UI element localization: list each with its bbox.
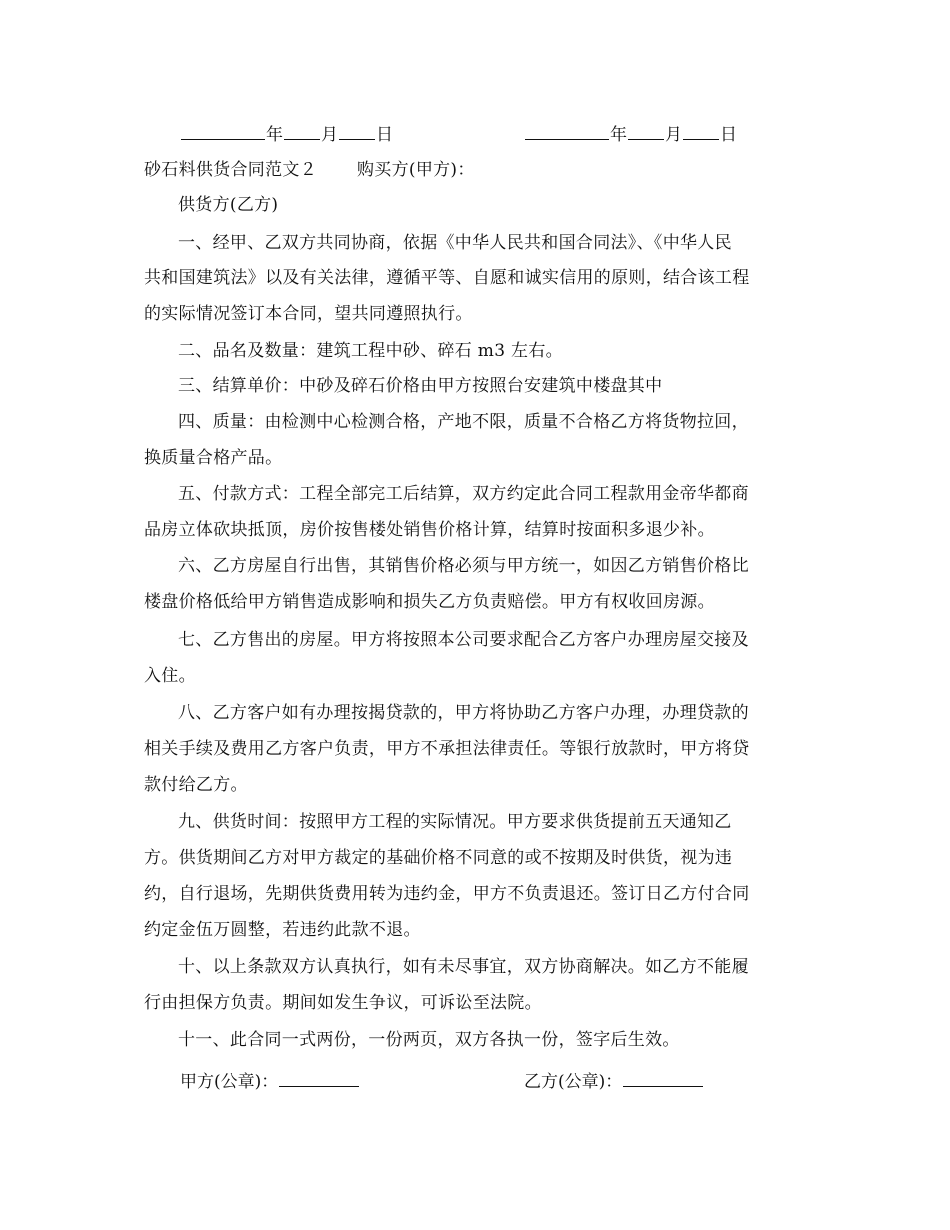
party-a-signature-blank bbox=[279, 1070, 359, 1087]
date-line-left bbox=[180, 120, 393, 145]
paragraph-line: 楼盘价格低给甲方销售造成影响和损失乙方负责赔偿。甲方有权收回房源。 bbox=[144, 592, 715, 612]
year-label: 年 bbox=[610, 125, 627, 145]
supplier-label: 供货方(乙方) bbox=[178, 195, 279, 215]
blank-month bbox=[284, 123, 320, 140]
paragraph-line: 行由担保方负责。期间如发生争议，可诉讼至法院。 bbox=[144, 993, 542, 1013]
paragraph-line: 四、质量：由检测中心检测合格，产地不限，质量不合格乙方将货物拉回， bbox=[178, 412, 749, 432]
buyer-label: 购买方(甲方)： bbox=[357, 160, 475, 180]
paragraph-line: 款付给乙方。 bbox=[144, 775, 248, 795]
party-b-label: 乙方(公章)： bbox=[524, 1072, 623, 1092]
month-label: 月 bbox=[665, 125, 682, 145]
year-label: 年 bbox=[266, 125, 283, 145]
date-line-right bbox=[524, 120, 737, 145]
paragraph-line: 共和国建筑法》以及有关法律，遵循平等、自愿和诚实信用的原则，结合该工程 bbox=[144, 268, 750, 288]
paragraph-line: 九、供货时间：按照甲方工程的实际情况。甲方要求供货提前五天通知乙 bbox=[178, 812, 732, 832]
paragraph-line: 八、乙方客户如有办理按揭贷款的，甲方将协助乙方客户办理，办理贷款的 bbox=[178, 703, 749, 723]
paragraph-line: 约定金伍万圆整，若违约此款不退。 bbox=[144, 920, 421, 940]
blank-day bbox=[683, 123, 719, 140]
title-line bbox=[144, 160, 804, 180]
paragraph-line: 的实际情况签订本合同，望共同遵照执行。 bbox=[144, 304, 473, 324]
party-b-signature-blank bbox=[623, 1070, 703, 1087]
paragraph-line: 方。供货期间乙方对甲方裁定的基础价格不同意的或不按期及时供货，视为违 bbox=[144, 848, 733, 868]
blank-year bbox=[181, 123, 265, 140]
paragraph-line: 六、乙方房屋自行出售，其销售价格必须与甲方统一，如因乙方销售价格比 bbox=[178, 556, 749, 576]
paragraph-line: 十、以上条款双方认真执行，如有未尽事宜，双方协商解决。如乙方不能履 bbox=[178, 957, 749, 977]
paragraph-line: 七、乙方售出的房屋。甲方将按照本公司要求配合乙方客户办理房屋交接及 bbox=[178, 630, 749, 650]
paragraph-line: 三、结算单价：中砂及碎石价格由甲方按照台安建筑中楼盘其中 bbox=[178, 376, 663, 396]
signature-party-a bbox=[180, 1067, 360, 1092]
paragraph-line: 二、品名及数量：建筑工程中砂、碎石 m3 左右。 bbox=[178, 341, 563, 361]
paragraph-line: 相关手续及费用乙方客户负责，甲方不承担法律责任。等银行放款时，甲方将贷 bbox=[144, 739, 750, 759]
paragraph-line: 一、经甲、乙双方共同协商，依据《中华人民共和国合同法》、《中华人民 bbox=[178, 233, 732, 253]
month-label: 月 bbox=[321, 125, 338, 145]
paragraph-line: 五、付款方式：工程全部完工后结算，双方约定此合同工程款用金帝华都商 bbox=[178, 484, 749, 504]
document-title: 砂石料供货合同范文２ bbox=[144, 160, 317, 180]
signature-party-b bbox=[524, 1067, 704, 1092]
paragraph-line: 约，自行退场，先期供货费用转为违约金，甲方不负责退还。签订日乙方付合同 bbox=[144, 884, 750, 904]
paragraph-line: 十一、此合同一式两份，一份两页，双方各执一份，签字后生效。 bbox=[178, 1030, 680, 1050]
blank-day bbox=[339, 123, 375, 140]
blank-month bbox=[628, 123, 664, 140]
blank-year bbox=[525, 123, 609, 140]
paragraph-line: 入住。 bbox=[144, 666, 196, 686]
day-label: 日 bbox=[720, 125, 737, 145]
paragraph-line: 换质量合格产品。 bbox=[144, 448, 283, 468]
party-a-label: 甲方(公章)： bbox=[180, 1072, 279, 1092]
paragraph-line: 品房立体砍块抵顶，房价按售楼处销售价格计算，结算时按面积多退少补。 bbox=[144, 520, 715, 540]
day-label: 日 bbox=[376, 125, 393, 145]
